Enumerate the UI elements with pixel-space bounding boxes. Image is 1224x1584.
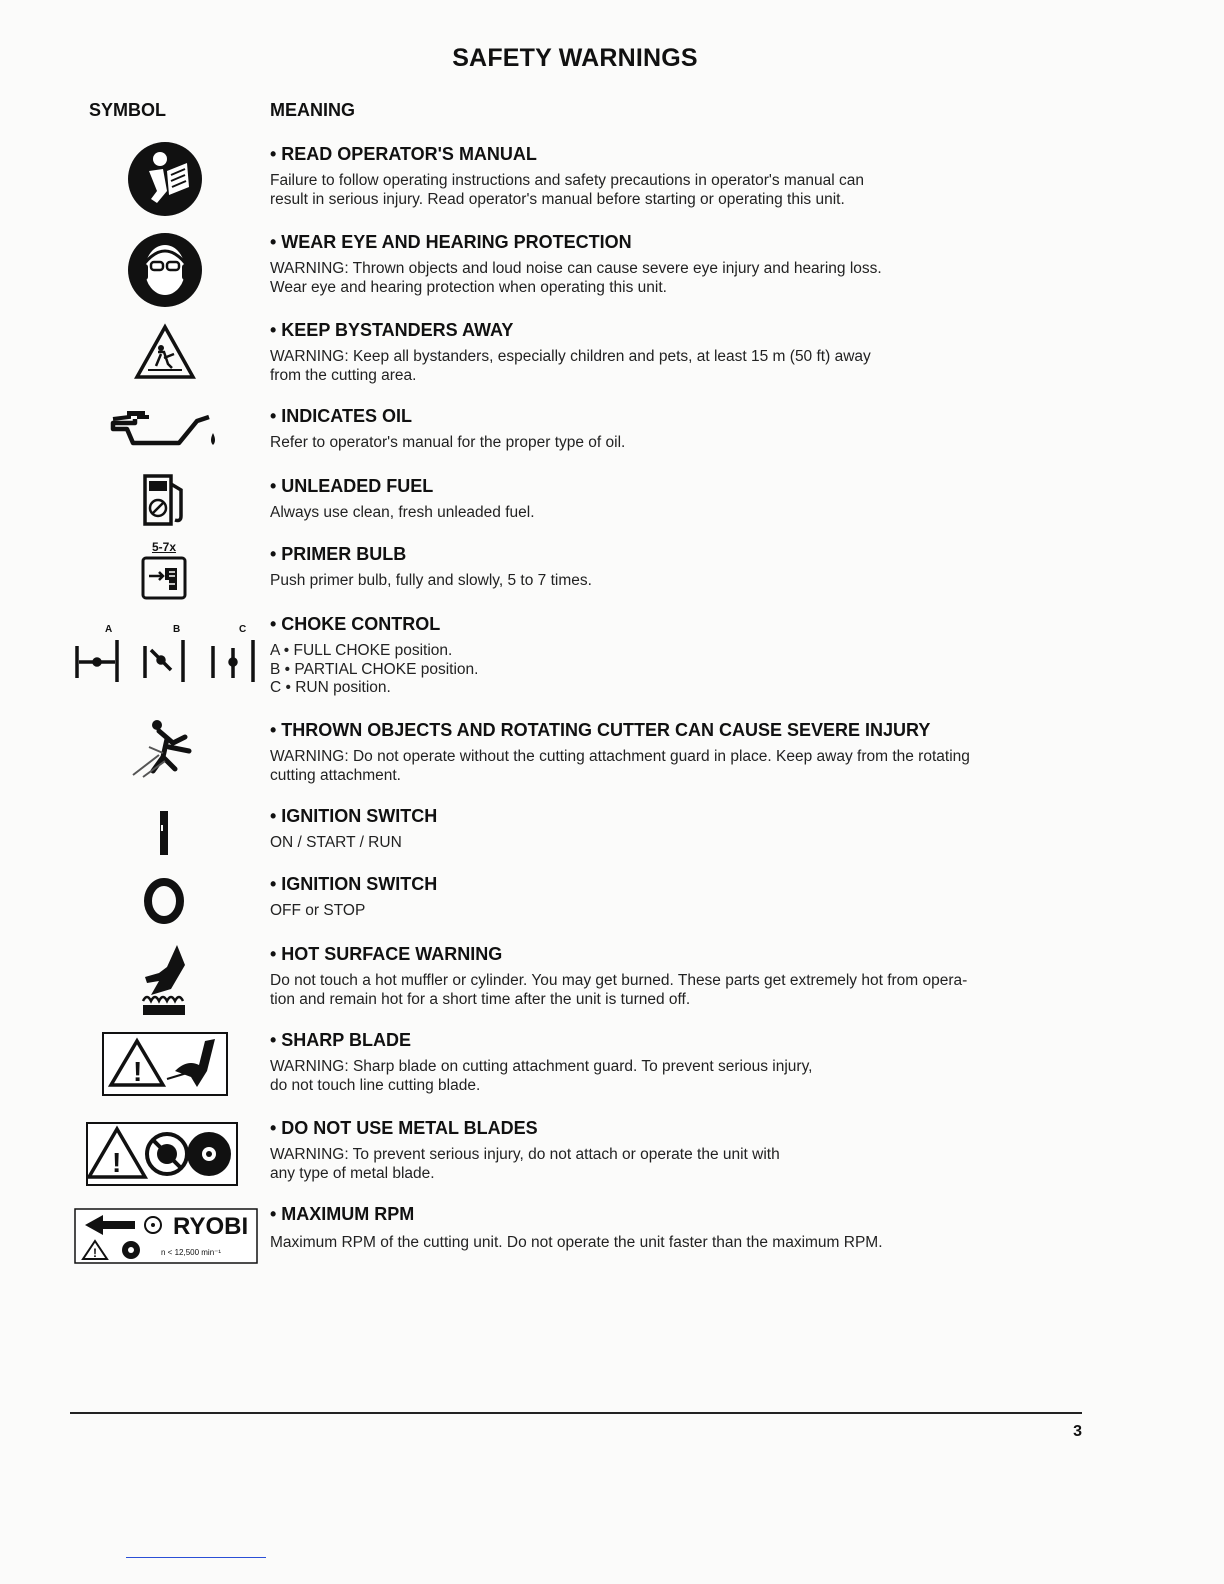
primer-bulb-icon bbox=[134, 538, 194, 602]
scan-artifact-line bbox=[126, 1557, 266, 1558]
row-heading: • KEEP BYSTANDERS AWAY bbox=[270, 320, 514, 340]
primer-bulb-icon-label: 5-7x bbox=[151, 540, 177, 554]
choke-label-b: B bbox=[173, 624, 181, 635]
row-heading: • IGNITION SWITCH bbox=[270, 874, 438, 894]
maximum-rpm-icon bbox=[72, 1206, 260, 1266]
row-description: WARNING: Thrown objects and loud noise can cause severe eye injury and hearing loss. Wear eye and hearing protection when operating this unit. bbox=[270, 260, 882, 296]
row-description: ON / START / RUN bbox=[270, 834, 402, 851]
row-heading: • IGNITION SWITCH bbox=[270, 806, 438, 826]
choke-label-a: A bbox=[105, 624, 113, 635]
row-description: Always use clean, fresh unleaded fuel. bbox=[270, 504, 535, 521]
svg-text:!: ! bbox=[133, 1056, 143, 1087]
row-description: WARNING: To prevent serious injury, do not attach or operate the unit with any type of metal blade. bbox=[270, 1146, 780, 1182]
ignition-off-icon bbox=[138, 876, 190, 926]
thrown-objects-icon bbox=[120, 716, 210, 782]
choke-label-c: C bbox=[239, 624, 247, 635]
hot-surface-icon bbox=[134, 942, 196, 1018]
page-number: 3 bbox=[1073, 1423, 1082, 1440]
row-heading: • MAXIMUM RPM bbox=[270, 1204, 415, 1224]
row-description: OFF or STOP bbox=[270, 902, 366, 919]
sharp-blade-icon bbox=[100, 1030, 230, 1098]
row-heading: • HOT SURFACE WARNING bbox=[270, 944, 503, 964]
meaning-column-header: MEANING bbox=[270, 100, 355, 120]
row-heading: • PRIMER BULB bbox=[270, 544, 407, 564]
row-heading: • WEAR EYE AND HEARING PROTECTION bbox=[270, 232, 632, 252]
row-description: Do not touch a hot muffler or cylinder. You may get burned. These parts get extremely hot from opera- tion and remain hot for a short time after the unit is turned off. bbox=[270, 972, 968, 1008]
eye-hearing-protection-icon bbox=[124, 230, 206, 310]
row-description: WARNING: Keep all bystanders, especially children and pets, at least 15 m (50 ft) away from the cutting area. bbox=[270, 348, 871, 384]
choke-control-icon bbox=[70, 620, 262, 686]
symbol-column-header: SYMBOL bbox=[89, 100, 167, 120]
no-metal-blades-icon bbox=[84, 1120, 240, 1188]
row-description: Maximum RPM of the cutting unit. Do not operate the unit faster than the maximum RPM. bbox=[270, 1234, 883, 1251]
row-heading: • READ OPERATOR'S MANUAL bbox=[270, 144, 537, 164]
row-description: WARNING: Sharp blade on cutting attachment guard. To prevent serious injury, do not touch line cutting blade. bbox=[270, 1058, 813, 1094]
fuel-pump-icon bbox=[134, 474, 196, 526]
row-heading: • SHARP BLADE bbox=[270, 1030, 411, 1050]
read-manual-icon bbox=[124, 140, 206, 218]
row-heading: • INDICATES OIL bbox=[270, 406, 412, 426]
row-description: Refer to operator's manual for the proper type of oil. bbox=[270, 434, 626, 451]
ignition-on-icon bbox=[150, 808, 178, 858]
bystanders-warning-icon bbox=[124, 322, 206, 382]
rpm-limit-label: n < 12,500 min⁻¹ bbox=[161, 1248, 222, 1257]
svg-text:!: ! bbox=[112, 1147, 122, 1178]
row-heading: • THROWN OBJECTS AND ROTATING CUTTER CAN CAUSE SEVERE INJURY bbox=[270, 720, 931, 740]
row-heading: • UNLEADED FUEL bbox=[270, 476, 434, 496]
ryobi-logo: RYOBI bbox=[173, 1213, 249, 1240]
row-description: Failure to follow operating instructions and safety precautions in operator's manual can result in serious injury. Read operator's manual before starting or operating this unit. bbox=[270, 172, 865, 208]
row-heading: • CHOKE CONTROL bbox=[270, 614, 441, 634]
page-title: SAFETY WARNINGS bbox=[452, 44, 698, 72]
row-description: A • FULL CHOKE position. B • PARTIAL CHOKE position. C • RUN position. bbox=[270, 642, 479, 696]
oil-can-icon bbox=[106, 406, 224, 454]
row-description: Push primer bulb, fully and slowly, 5 to 7 times. bbox=[270, 572, 592, 589]
row-heading: • DO NOT USE METAL BLADES bbox=[270, 1118, 538, 1138]
row-description: WARNING: Do not operate without the cutting attachment guard in place. Keep away from the rotating cutting attachment. bbox=[270, 748, 970, 784]
svg-text:!: ! bbox=[93, 1246, 97, 1260]
footer-rule bbox=[70, 1412, 1082, 1414]
